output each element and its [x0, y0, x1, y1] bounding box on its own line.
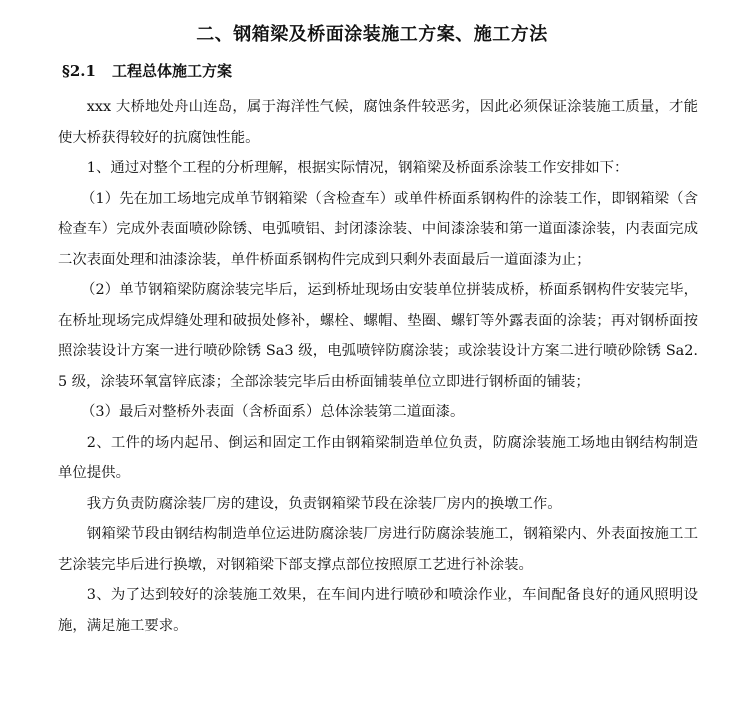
- paragraph-subitem-1: （1）先在加工场地完成单节钢箱梁（含检查车）或单件桥面系钢构件的涂装工作，即钢箱梁（含检查车）完成外表面喷砂除锈、电弧喷铝、封闭漆涂装、中间漆涂装和第一道面漆涂装，内表面完成二次表面处理和油漆涂装，单件桥面系钢构件完成到只剩外表面最后一道面漆为止；: [58, 190, 698, 268]
- paragraph-item-1: 1、通过对整个工程的分析理解，根据实际情况，钢箱梁及桥面系涂装工作安排如下：: [86, 160, 629, 176]
- document-title: 二、钢箱梁及桥面涂装施工方案、施工方法: [196, 24, 548, 45]
- paragraph-subitem-3: （3）最后对整桥外表面（含桥面系）总体涂装第二道面漆。: [81, 404, 465, 420]
- section-heading: [62, 60, 232, 81]
- paragraph-subitem-2: （2）单节钢箱梁防腐涂装完毕后，运到桥址现场由安装单位拼装成桥，桥面系钢构件安装完毕，在桥址现场完成焊缝处理和破损处修补，螺栓、螺帽、垫圈、螺钉等外露表面的涂装；再对钢桥面按照涂装设计方案一进行喷砂除锈 Sa3 级，电弧喷锌防腐涂装；或涂装设计方案二进行喷砂除锈 Sa2.5 级，涂装环氧富锌底漆；全部涂装完毕后由桥面铺装单位立即进行钢桥面的铺装；: [58, 282, 698, 390]
- section-title: 工程总体施工方案: [111, 62, 232, 80]
- paragraph-responsibility: 我方负责防腐涂装厂房的建设，负责钢箱梁节段在涂装厂房内的换墩工作。: [86, 495, 562, 512]
- body-text: [58, 92, 698, 641]
- paragraph-process: 钢箱梁节段由钢结构制造单位运进防腐涂装厂房进行防腐涂装施工，钢箱梁内、外表面按施工工艺涂装完毕后进行换墩，对钢箱梁下部支撑点部位按照原工艺进行补涂装。: [58, 526, 698, 573]
- section-number: §2.1: [62, 62, 96, 80]
- paragraph-intro: xxx 大桥地处舟山连岛，属于海洋性气候，腐蚀条件较恶劣，因此必须保证涂装施工质量，才能使大桥获得较好的抗腐蚀性能。: [58, 99, 698, 146]
- paragraph-item-3: 3、为了达到较好的涂装施工效果，在车间内进行喷砂和喷涂作业，车间配备良好的通风照明设施，满足施工要求。: [58, 587, 698, 634]
- paragraph-item-2: 2、工件的场内起吊、倒运和固定工作由钢箱梁制造单位负责，防腐涂装施工场地由钢结构制造单位提供。: [58, 434, 698, 481]
